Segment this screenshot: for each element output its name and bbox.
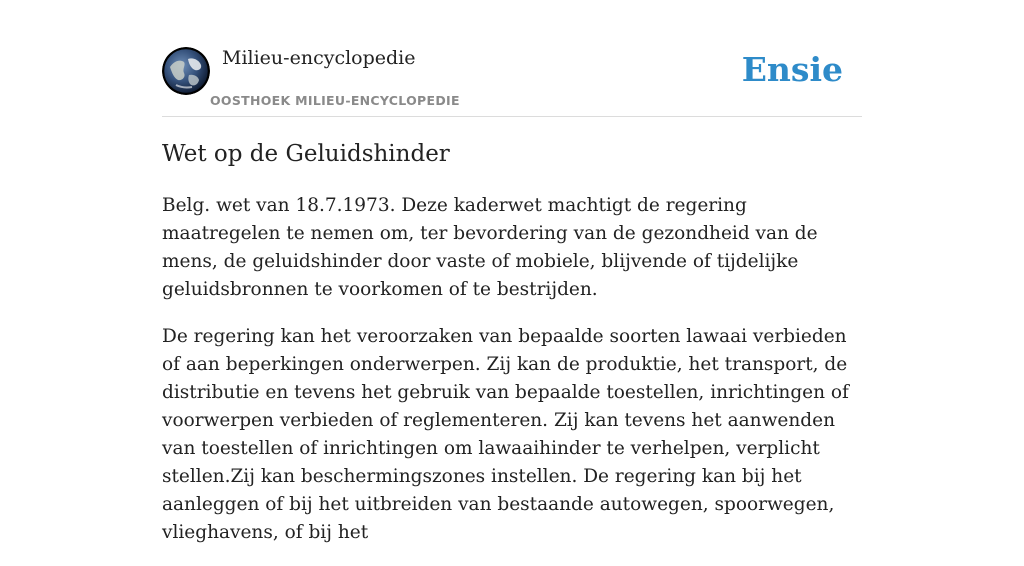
page	[162, 0, 862, 543]
site-title[interactable]: Milieu-encyclopedie	[222, 47, 416, 69]
article-title: Wet op de Geluidshinder	[162, 141, 450, 167]
ensie-brand-logo[interactable]: Ensie	[741, 50, 843, 89]
site-header	[162, 0, 862, 117]
site-subtitle: OOSTHOEK MILIEU-ENCYCLOPEDIE	[210, 93, 460, 108]
article-paragraph: Belg. wet van 18.7.1973. Deze kaderwet machtigt de regering maatregelen te nemen om, ter bevordering van de gezondheid van de mens, de geluidshinder door vaste of mobiele, blijvende of tijdelijke geluidsbronnen te voorkomen of te bestrijden.	[162, 195, 818, 300]
article-paragraph: De regering kan het veroorzaken van bepaalde soorten lawaai verbieden of aan beperkingen onderwerpen. Zij kan de produktie, het transport, de distributie en tevens het gebruik van bepaalde toestellen, inrichtingen of voorwerpen verbieden of reglementeren. Zij kan tevens het aanwenden van toestellen of inrichtingen om lawaaihinder te verhelpen, verplicht stellen.Zij kan beschermingszones instellen. De regering kan bij het aanleggen of bij het uitbreiden van bestaande autowegen, spoorwegen, vlieghavens, of bij het	[162, 326, 849, 543]
article-body	[162, 192, 862, 566]
earth-globe-icon[interactable]	[162, 47, 210, 95]
